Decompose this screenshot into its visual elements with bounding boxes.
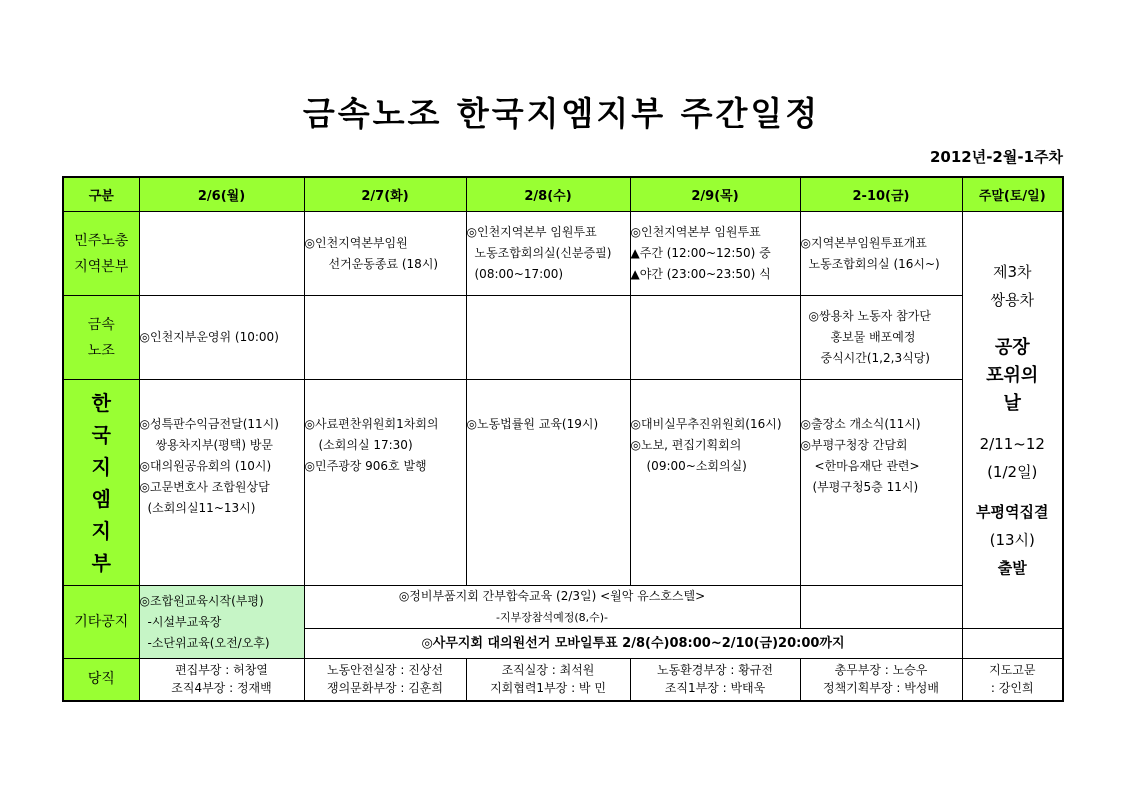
cell-gm-wed — [466, 380, 630, 586]
header-category: 구분 — [63, 177, 139, 212]
cell-gm-mon — [139, 380, 304, 586]
rowhead-gm-char: 지 — [91, 454, 111, 479]
cell-kctu-fri — [800, 212, 962, 296]
cell-etc-tue-thu — [304, 586, 800, 629]
weekend-line: 공장 — [994, 337, 1030, 358]
cell-kctu-mon — [139, 212, 304, 296]
event-line: ◎성특판수익금전달(11시) — [139, 417, 279, 431]
rowhead-duty: 당직 — [63, 659, 139, 701]
row-kmwu — [63, 296, 1063, 380]
row-duty — [63, 659, 1063, 701]
duty-line: 노동환경부장 : 황규전 — [656, 663, 773, 678]
event-line: ◎노보, 편집기획회의 — [630, 438, 742, 452]
cell-gm-tue — [304, 380, 466, 586]
rowhead-etc: 기타공지 — [63, 586, 139, 659]
duty-line: 조직4부장 : 정재백 — [171, 681, 272, 696]
rowhead-gm-char: 지 — [91, 518, 111, 543]
event-line: ◎대비실무추진위원회(16시) — [630, 417, 782, 431]
event-line: 중식시간(1,2,3식당) — [820, 351, 930, 365]
rowhead-kctu-line2: 지역본부 — [74, 258, 129, 275]
event-line: ◎인천지부운영위 (10:00) — [139, 330, 279, 344]
row-etc-top — [63, 586, 1063, 629]
cell-kmwu-wed — [466, 296, 630, 380]
event-line: ◎사료편찬위원회1차회의 — [304, 417, 439, 431]
duty-line: 정책기획부장 : 박성배 — [822, 681, 939, 696]
cell-kmwu-thu — [630, 296, 800, 380]
event-line: 쌍용차지부(평택) 방문 — [155, 438, 274, 452]
event-line: -지부장참석예정(8,수)- — [495, 611, 609, 624]
event-line: 노동조합회의실(신분증필) — [474, 246, 612, 260]
cell-duty-mon — [139, 659, 304, 701]
weekend-line: 2/11~12 — [979, 435, 1045, 453]
cell-kmwu-tue — [304, 296, 466, 380]
weekend-line: 출발 — [997, 559, 1027, 577]
header-mon: 2/6(월) — [139, 177, 304, 212]
event-line: ◎부평구청장 간담회 — [800, 438, 908, 452]
event-line: (08:00~17:00) — [474, 267, 564, 281]
rowhead-gm-char: 부 — [91, 550, 111, 575]
cell-kmwu-mon — [139, 296, 304, 380]
cell-duty-fri — [800, 659, 962, 701]
weekend-line: (13시) — [989, 531, 1035, 549]
event-line: ◎인천지역본부임원 — [304, 235, 408, 250]
weekend-line: (1/2일) — [987, 463, 1038, 481]
cell-kmwu-fri — [800, 296, 962, 380]
cell-kctu-tue — [304, 212, 466, 296]
cell-duty-weekend — [962, 659, 1063, 701]
duty-line: 편집부장 : 허창열 — [175, 663, 268, 678]
event-line: ◎민주광장 906호 발행 — [304, 459, 427, 473]
duty-line: 노동안전실장 : 진상선 — [326, 663, 443, 678]
event-line: ◎고문변호사 조합원상담 — [139, 480, 270, 494]
weekly-schedule-table — [62, 176, 1064, 702]
event-line: ◎지역본부임원투표개표 — [800, 235, 927, 250]
event-line: ◎조합원교육시작(부평) — [139, 593, 264, 608]
header-fri: 2-10(금) — [800, 177, 962, 212]
rowhead-kctu — [63, 212, 139, 296]
event-line: -시설부교육장 — [147, 614, 222, 629]
event-line: -소단위교육(오전/오후) — [147, 635, 270, 650]
rowhead-kmwu-line2: 노조 — [87, 342, 115, 359]
weekend-line: 부평역집결 — [976, 503, 1049, 521]
event-line: 노동조합회의실 (16시~) — [808, 256, 940, 271]
header-thu: 2/9(목) — [630, 177, 800, 212]
duty-line: : 강인희 — [990, 681, 1034, 696]
weekend-line: 날 — [1003, 393, 1021, 414]
cell-etc-weekend — [962, 629, 1063, 659]
event-line: (부평구청5층 11시) — [812, 480, 919, 494]
event-line: ◎쌍용차 노동자 참가단 — [808, 309, 931, 323]
rowhead-gm-char: 국 — [91, 422, 111, 447]
event-line: 선거운동종료 (18시) — [328, 256, 439, 271]
event-line: ◎대의원공유회의 (10시) — [139, 459, 272, 473]
week-label: 2012년-2월-1주차 — [929, 148, 1063, 166]
cell-etc-fri — [800, 586, 962, 629]
header-weekend: 주말(토/일) — [962, 177, 1063, 212]
weekend-line: 제3차 — [992, 263, 1032, 281]
document-title: 금속노조 한국지엠지부 주간일정 — [302, 94, 821, 133]
event-line: 홍보물 배포예정 — [830, 330, 916, 344]
event-line: ◎정비부품지회 간부합숙교육 (2/3일) <월악 유스호스텔> — [398, 589, 706, 603]
weekend-line: 포위의 — [986, 365, 1039, 386]
event-line: ▲주간 (12:00~12:50) 중 — [630, 246, 771, 260]
rowhead-kmwu — [63, 296, 139, 380]
event-line: (소회의실11~13시) — [147, 501, 256, 515]
duty-line: 쟁의문화부장 : 김훈희 — [326, 681, 443, 696]
event-line: ▲야간 (23:00~23:50) 식 — [630, 267, 771, 281]
cell-etc-tue-fri: ◎사무지회 대의원선거 모바일투표 2/8(수)08:00~2/10(금)20:00까지 — [304, 629, 962, 659]
cell-weekend-event — [962, 212, 1063, 629]
event-line: ◎인천지역본부 임원투표 — [630, 225, 761, 239]
event-line: ◎인천지역본부 임원투표 — [466, 225, 597, 239]
header-row — [63, 177, 1063, 212]
rowhead-kmwu-line1: 금속 — [87, 316, 115, 333]
duty-line: 조직1부장 : 박태욱 — [664, 681, 766, 696]
event-line: ◎노동법률원 교육(19시) — [466, 417, 599, 431]
rowhead-kctu-line1: 민주노총 — [74, 232, 129, 249]
cell-duty-thu — [630, 659, 800, 701]
duty-line: 총무부장 : 노승우 — [834, 663, 928, 678]
rowhead-gm-char: 한 — [91, 390, 111, 415]
rowhead-gm-char: 엠 — [91, 486, 111, 511]
event-line: <한마음재단 관련> — [814, 459, 920, 473]
cell-etc-mon — [139, 586, 304, 659]
header-wed: 2/8(수) — [466, 177, 630, 212]
header-tue: 2/7(화) — [304, 177, 466, 212]
cell-duty-tue — [304, 659, 466, 701]
duty-line: 지회협력1부장 : 박 민 — [490, 681, 606, 696]
cell-kctu-wed — [466, 212, 630, 296]
cell-duty-wed — [466, 659, 630, 701]
duty-line: 조직실장 : 최석원 — [501, 663, 595, 678]
event-line: (소회의실 17:30) — [318, 438, 413, 452]
row-kctu — [63, 212, 1063, 296]
rowhead-gm — [63, 380, 139, 586]
duty-line: 지도고문 — [989, 663, 1036, 678]
cell-kctu-thu — [630, 212, 800, 296]
weekend-line: 쌍용차 — [990, 291, 1034, 309]
event-line: ◎출장소 개소식(11시) — [800, 417, 921, 431]
cell-gm-thu — [630, 380, 800, 586]
cell-gm-fri — [800, 380, 962, 586]
row-gm — [63, 380, 1063, 586]
event-line: (09:00~소회의실) — [646, 459, 747, 473]
